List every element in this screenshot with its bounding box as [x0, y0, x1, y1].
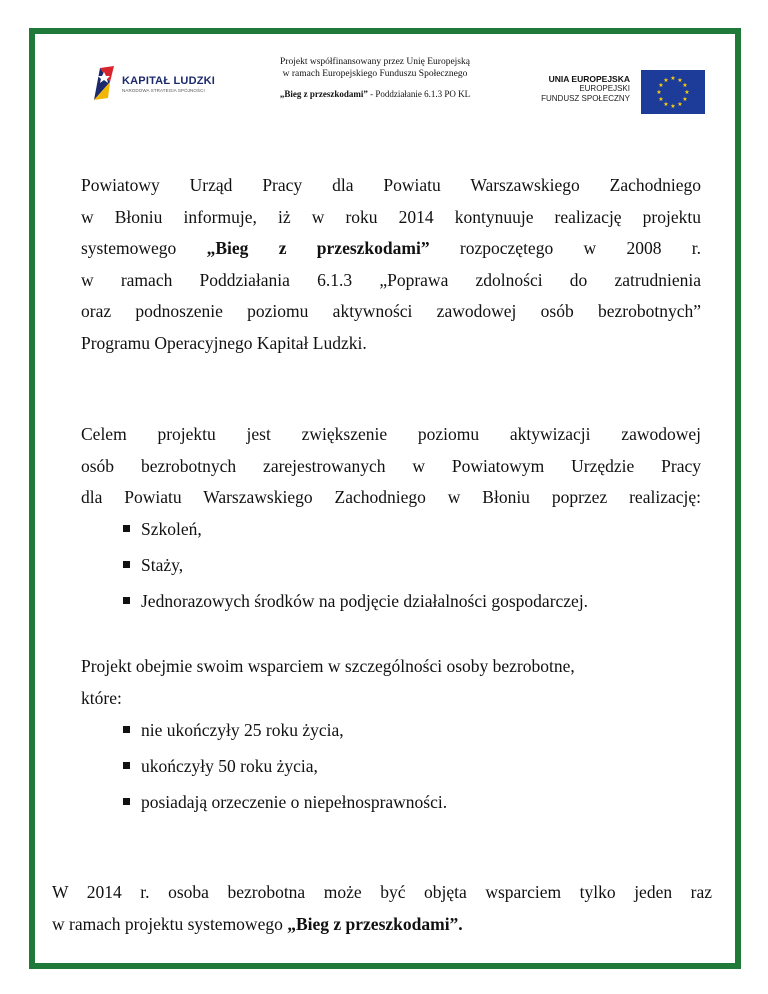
- list-item: [119, 756, 719, 776]
- list-item-text: Jednorazowych środków na podjęcie działalności gospodarczej.: [141, 591, 589, 611]
- list-item: [119, 555, 719, 575]
- intro-line-4: w ramach Poddziałania 6.1.3 „Poprawa zdolności do zatrudnienia: [81, 269, 701, 290]
- svg-text:★: ★: [663, 101, 669, 108]
- svg-text:★: ★: [663, 77, 669, 84]
- eu-efs-logo: [520, 70, 705, 118]
- svg-text:★: ★: [677, 101, 683, 108]
- bullet-square-icon: [123, 798, 130, 805]
- closing-line-1: W 2014 r. osoba bezrobotna może być objęta wsparciem tylko jeden raz: [52, 882, 712, 902]
- svg-text:★: ★: [682, 96, 688, 103]
- list-item-text: nie ukończyły 25 roku życia,: [141, 720, 344, 740]
- closing-line-2-a: w ramach projektu systemowego: [52, 913, 288, 934]
- list-item: [119, 591, 719, 611]
- svg-text:★: ★: [682, 82, 688, 89]
- kapital-ludzki-mark-icon: [90, 62, 118, 102]
- header-funding-note: [250, 56, 500, 100]
- list-item-text: Staży,: [141, 555, 184, 575]
- paragraph-goal: [81, 419, 701, 514]
- list-item: [119, 519, 719, 539]
- svg-text:★: ★: [658, 82, 664, 89]
- target-group-list: [119, 720, 719, 828]
- page-frame: [29, 28, 741, 969]
- goal-line-2: osób bezrobotnych zarejestrowanych w Powiatowym Urzędzie Pracy: [81, 455, 701, 476]
- header-subtitle: [250, 88, 500, 100]
- bullet-square-icon: [123, 762, 130, 769]
- paragraph-intro: [81, 170, 701, 359]
- svg-text:★: ★: [677, 77, 683, 84]
- list-item: [119, 720, 719, 740]
- header-line-2: w ramach Europejskiego Funduszu Społecznego: [282, 69, 468, 79]
- goal-line-1: Celem projektu jest zwiększenie poziomu aktywizacji zawodowej: [81, 424, 701, 444]
- target-line-1: Projekt obejmie swoim wsparciem w szczególności osoby bezrobotne,: [81, 656, 575, 676]
- paragraph-closing: [52, 877, 712, 940]
- target-line-2: które:: [81, 687, 122, 708]
- bullet-square-icon: [123, 561, 130, 568]
- svg-text:★: ★: [670, 103, 676, 110]
- intro-line-3-c: rozpoczętego w 2008 r.: [459, 238, 702, 258]
- eu-text: [541, 74, 630, 104]
- bullet-square-icon: [123, 726, 130, 733]
- kapital-ludzki-text: [122, 75, 215, 93]
- intro-line-6: Programu Operacyjnego Kapitał Ludzki.: [81, 332, 367, 353]
- project-name-bold: „Bieg z przeszkodami”: [206, 238, 430, 258]
- project-name-bold-closing: „Bieg z przeszkodami”.: [287, 913, 463, 934]
- header-line-1: Projekt współfinansowany przez Unię Europejską: [280, 57, 470, 67]
- header-project-name: „Bieg z przeszkodami”: [279, 89, 368, 99]
- paragraph-target-group: [81, 651, 701, 714]
- support-forms-list: [119, 519, 719, 627]
- header-subaction: - Poddziałanie 6.1.3 PO KL: [367, 89, 471, 99]
- kapital-ludzki-title: KAPITAŁ LUDZKI: [122, 75, 216, 87]
- svg-text:★: ★: [670, 75, 676, 82]
- eu-flag-icon: [641, 70, 705, 114]
- list-item-text: posiadają orzeczenie o niepełnosprawności.: [141, 792, 448, 812]
- intro-line-3-a: systemowego: [81, 238, 177, 258]
- eu-line-1: UNIA EUROPEJSKA: [548, 74, 630, 84]
- svg-text:★: ★: [658, 96, 664, 103]
- eu-line-2: EUROPEJSKI: [579, 84, 630, 93]
- svg-text:★: ★: [656, 89, 662, 96]
- list-item-text: ukończyły 50 roku życia,: [141, 756, 318, 776]
- list-item: [119, 792, 719, 812]
- intro-line-2: w Błoniu informuje, iż w roku 2014 kontynuuje realizację projektu: [81, 206, 701, 227]
- svg-text:★: ★: [684, 89, 690, 96]
- eu-line-3: FUNDUSZ SPOŁECZNY: [541, 94, 630, 103]
- closing-line-2: [52, 909, 712, 941]
- intro-line-5: oraz podnoszenie poziomu aktywności zawodowej osób bezrobotnych”: [81, 301, 701, 321]
- intro-line-3: [81, 233, 701, 265]
- list-item-text: Szkoleń,: [141, 519, 202, 539]
- bullet-square-icon: [123, 597, 130, 604]
- kapital-ludzki-subtitle: NARODOWA STRATEGIA SPÓJNOŚCI: [122, 88, 205, 93]
- kapital-ludzki-logo: [90, 62, 240, 102]
- bullet-square-icon: [123, 525, 130, 532]
- intro-line-1: Powiatowy Urząd Pracy dla Powiatu Warszawskiego Zachodniego: [81, 175, 701, 195]
- goal-line-3: dla Powiatu Warszawskiego Zachodniego w Błoniu poprzez realizację:: [81, 487, 701, 507]
